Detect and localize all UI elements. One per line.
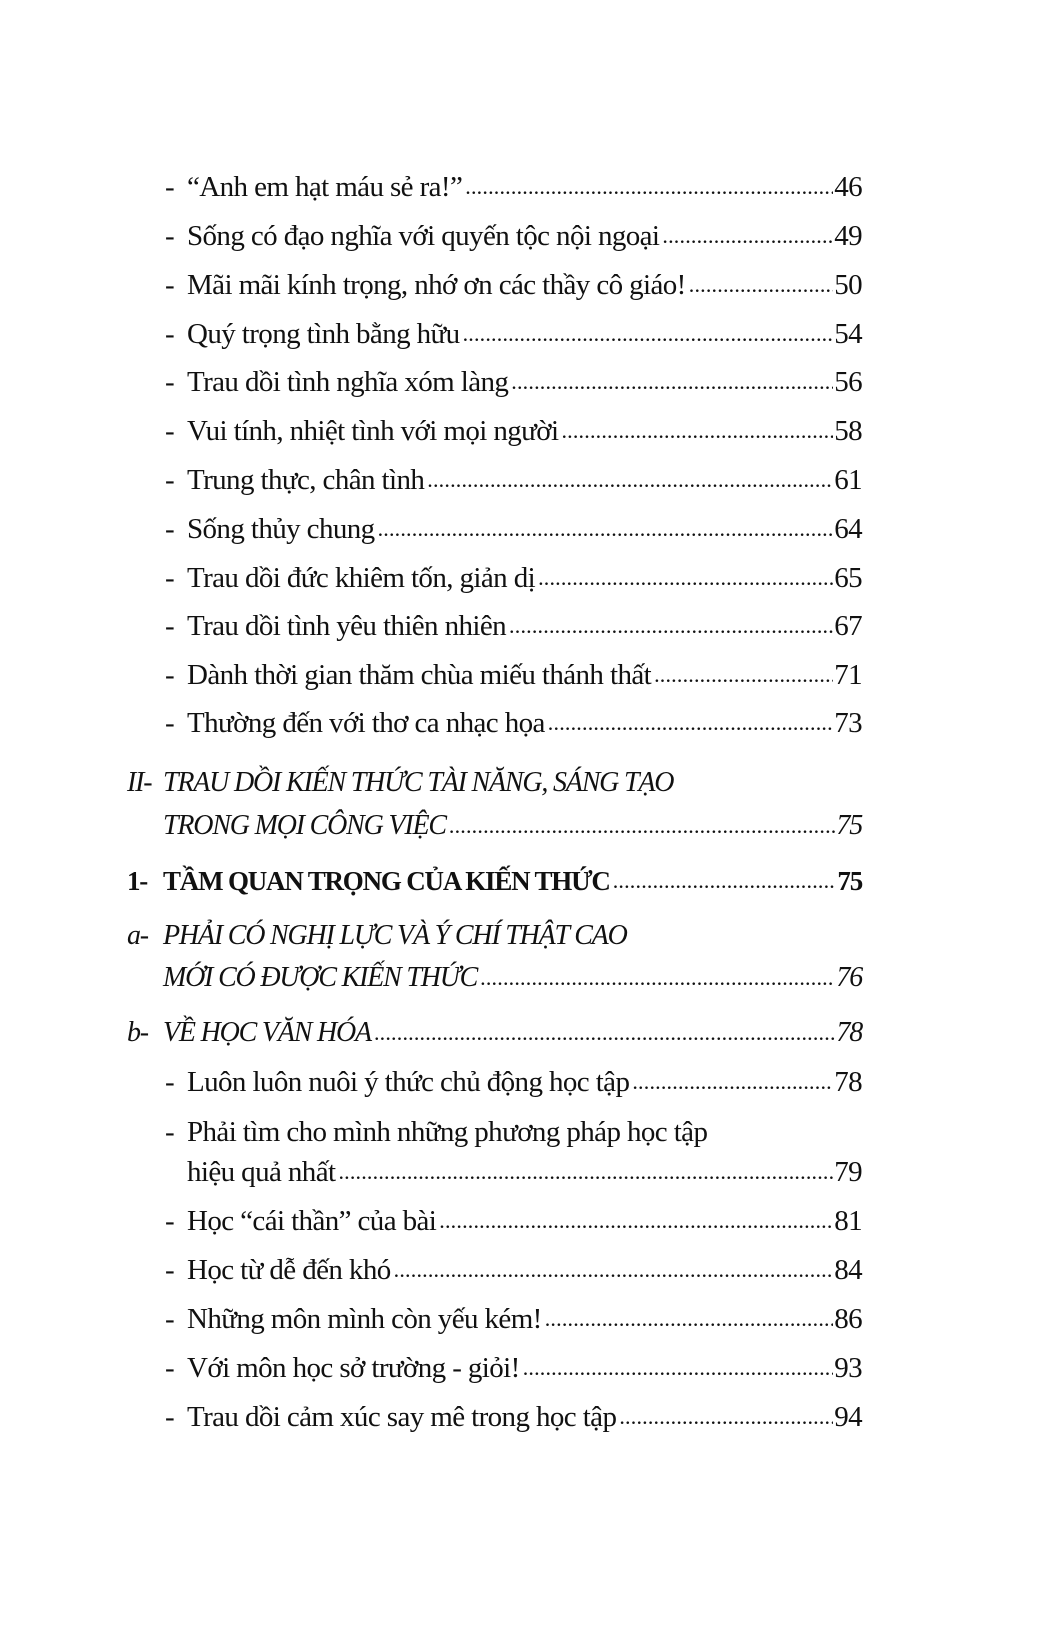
toc-entry-prefix: - xyxy=(165,1116,175,1148)
toc-entry-title: Quý trọng tình bằng hữu xyxy=(187,318,460,350)
toc-entry[interactable] xyxy=(0,1348,1040,1388)
toc-entry[interactable] xyxy=(0,1013,1040,1053)
toc-entry-title-line1: TRAU DỒI KIẾN THỨC TÀI NĂNG, SÁNG TẠO xyxy=(163,767,674,798)
toc-entry-line xyxy=(163,1013,862,1053)
toc-entry-title: “Anh em hạt máu sẻ ra!” xyxy=(187,171,463,203)
dot-leader xyxy=(509,362,833,402)
toc-entry-prefix: - xyxy=(165,1352,175,1384)
toc-entry-line xyxy=(187,655,862,695)
toc-entry[interactable] xyxy=(0,1397,1040,1437)
toc-entry-title: MỚI CÓ ĐƯỢC KIẾN THỨC xyxy=(163,962,478,993)
dot-leader xyxy=(687,265,833,305)
toc-entry[interactable] xyxy=(0,1062,1040,1102)
toc-page-number: 81 xyxy=(834,1205,862,1237)
toc-entry-line xyxy=(163,958,862,998)
toc-entry-first-line xyxy=(0,1112,1040,1152)
toc-entry-first-line xyxy=(0,763,1040,803)
toc-entry-line xyxy=(187,460,862,500)
toc-entry-prefix: - xyxy=(165,269,175,301)
dot-leader xyxy=(463,167,833,207)
toc-entry-title: Thường đến với thơ ca nhạc họa xyxy=(187,707,545,739)
toc-page-number: 86 xyxy=(834,1303,862,1335)
toc-entry-title: TẦM QUAN TRỌNG CỦA KIẾN THỨC xyxy=(163,866,610,896)
toc-entry-title: Học “cái thần” của bài xyxy=(187,1205,437,1237)
toc-entry-line xyxy=(187,703,862,743)
toc-page-number: 75 xyxy=(836,810,862,841)
toc-entry-line xyxy=(163,916,627,956)
toc-entry-prefix: 1- xyxy=(127,866,148,896)
toc-entry-prefix: - xyxy=(165,318,175,350)
toc-page-number: 50 xyxy=(834,269,862,301)
toc-entry-first-line xyxy=(0,916,1040,956)
toc-entry-line xyxy=(187,1250,862,1290)
toc-entry[interactable] xyxy=(0,1201,1040,1241)
dot-leader xyxy=(425,460,833,500)
toc-entry[interactable] xyxy=(0,655,1040,695)
toc-page-number: 64 xyxy=(834,513,862,545)
toc-entry-prefix: - xyxy=(165,513,175,545)
dot-leader xyxy=(507,606,833,646)
toc-entry[interactable] xyxy=(0,806,1040,846)
dot-leader xyxy=(536,558,833,598)
dot-leader xyxy=(336,1152,833,1192)
toc-entry[interactable] xyxy=(0,509,1040,549)
toc-entry-prefix: - xyxy=(165,464,175,496)
toc-entry-line xyxy=(187,1201,862,1241)
toc-entry-title: Vui tính, nhiệt tình với mọi người xyxy=(187,415,559,447)
toc-entry[interactable] xyxy=(0,861,1040,901)
toc-entry-prefix: - xyxy=(165,171,175,203)
toc-entry[interactable] xyxy=(0,1250,1040,1290)
toc-entry-title: Mãi mãi kính trọng, nhớ ơn các thầy cô giáo! xyxy=(187,269,686,301)
toc-entry-line xyxy=(187,509,862,549)
toc-entry-prefix: - xyxy=(165,610,175,642)
dot-leader xyxy=(437,1201,833,1241)
toc-page-number: 94 xyxy=(834,1401,862,1433)
toc-entry-line xyxy=(187,265,862,305)
toc-entry-line xyxy=(163,806,862,846)
dot-leader xyxy=(546,703,833,743)
toc-entry-title: Những môn mình còn yếu kém! xyxy=(187,1303,542,1335)
toc-entry-prefix: - xyxy=(165,1254,175,1286)
toc-entry-title: Sống có đạo nghĩa với quyến tộc nội ngoại xyxy=(187,220,660,252)
dot-leader xyxy=(652,655,833,695)
toc-entry-line xyxy=(187,362,862,402)
toc-entry-prefix: - xyxy=(165,1401,175,1433)
toc-entry-line xyxy=(187,1348,862,1388)
toc-entry-line xyxy=(187,1299,862,1339)
toc-entry[interactable] xyxy=(0,314,1040,354)
dot-leader xyxy=(376,509,834,549)
toc-page-number: 79 xyxy=(834,1156,862,1188)
toc-entry-title: hiệu quả nhất xyxy=(187,1156,336,1188)
toc-page-number: 49 xyxy=(834,220,862,252)
toc-entry-title: TRONG MỌI CÔNG VIỆC xyxy=(163,810,446,841)
toc-page-number: 84 xyxy=(834,1254,862,1286)
toc-entry[interactable] xyxy=(0,460,1040,500)
dot-leader xyxy=(392,1250,834,1290)
toc-entry-line xyxy=(187,1112,707,1152)
toc-page-number: 56 xyxy=(834,366,862,398)
toc-page-number: 93 xyxy=(834,1352,862,1384)
toc-entry-title: Học từ dễ đến khó xyxy=(187,1254,391,1286)
toc-entry-prefix: - xyxy=(165,415,175,447)
toc-page-number: 58 xyxy=(834,415,862,447)
dot-leader xyxy=(521,1348,834,1388)
dot-leader xyxy=(372,1013,835,1053)
toc-entry[interactable] xyxy=(0,1299,1040,1339)
dot-leader xyxy=(630,1062,833,1102)
toc-entry-line xyxy=(187,606,862,646)
toc-page-number: 76 xyxy=(836,962,862,993)
toc-entry-prefix: b- xyxy=(127,1017,148,1048)
toc-entry-title: Với môn học sở trường - giỏi! xyxy=(187,1352,520,1384)
toc-entry-prefix: - xyxy=(165,1303,175,1335)
toc-page-number: 46 xyxy=(834,171,862,203)
toc-entry[interactable] xyxy=(0,958,1040,998)
dot-leader xyxy=(478,958,835,998)
toc-entry-title: Dành thời gian thăm chùa miếu thánh thất xyxy=(187,659,652,691)
toc-entry[interactable] xyxy=(0,167,1040,207)
toc-entry[interactable] xyxy=(0,265,1040,305)
toc-page-number: 78 xyxy=(836,1017,862,1048)
dot-leader xyxy=(660,216,833,256)
toc-page-number: 75 xyxy=(837,866,862,896)
toc-entry[interactable] xyxy=(0,362,1040,402)
toc-page-number: 65 xyxy=(834,562,862,594)
toc-entry-line xyxy=(187,167,862,207)
toc-entry-title: Trau dồi cảm xúc say mê trong học tập xyxy=(187,1401,617,1433)
toc-entry-prefix: - xyxy=(165,707,175,739)
toc-entry-title-line1: PHẢI CÓ NGHỊ LỰC VÀ Ý CHÍ THẬT CAO xyxy=(163,920,627,951)
toc-entry-title: Sống thủy chung xyxy=(187,513,375,545)
toc-entry-title: Trau dồi tình nghĩa xóm làng xyxy=(187,366,509,398)
toc-entry-title: Trau dồi đức khiêm tốn, giản dị xyxy=(187,562,536,594)
toc-entry-line xyxy=(187,1152,862,1192)
toc-entry-line xyxy=(187,411,862,451)
toc-entry[interactable] xyxy=(0,703,1040,743)
toc-entry-line xyxy=(187,1397,862,1437)
dot-leader xyxy=(543,1299,833,1339)
toc-entry-title: VỀ HỌC VĂN HÓA xyxy=(163,1017,371,1048)
toc-entry-prefix: - xyxy=(165,659,175,691)
toc-entry-line xyxy=(187,558,862,598)
toc-entry-title-line1: Phải tìm cho mình những phương pháp học tập xyxy=(187,1116,708,1148)
toc-entry[interactable] xyxy=(0,411,1040,451)
toc-entry[interactable] xyxy=(0,1152,1040,1192)
toc-page-number: 78 xyxy=(834,1066,862,1098)
dot-leader xyxy=(617,1397,833,1437)
dot-leader xyxy=(559,411,833,451)
toc-entry[interactable] xyxy=(0,606,1040,646)
toc-entry-prefix: - xyxy=(165,1066,175,1098)
toc-page-number: 54 xyxy=(834,318,862,350)
toc-entry-title: Trau dồi tình yêu thiên nhiên xyxy=(187,610,507,642)
toc-entry-prefix: - xyxy=(165,366,175,398)
toc-entry-title: Luôn luôn nuôi ý thức chủ động học tập xyxy=(187,1066,630,1098)
toc-entry-prefix: II- xyxy=(127,767,152,798)
toc-entry-prefix: - xyxy=(165,1205,175,1237)
toc-entry-line xyxy=(163,763,673,803)
toc-page-number: 67 xyxy=(834,610,862,642)
toc-entry[interactable] xyxy=(0,216,1040,256)
toc-entry-line xyxy=(187,314,862,354)
toc-entry-line xyxy=(187,1062,862,1102)
toc-entry-prefix: - xyxy=(165,220,175,252)
toc-entry-prefix: - xyxy=(165,562,175,594)
toc-entry-prefix: a- xyxy=(127,920,148,951)
toc-page-number: 61 xyxy=(834,464,862,496)
dot-leader xyxy=(447,806,836,846)
toc-page-number: 73 xyxy=(834,707,862,739)
toc-entry-line xyxy=(187,216,862,256)
dot-leader xyxy=(611,861,837,901)
toc-entry[interactable] xyxy=(0,558,1040,598)
toc-page-number: 71 xyxy=(834,659,862,691)
toc-entry-line xyxy=(163,861,862,901)
toc-entry-title: Trung thực, chân tình xyxy=(187,464,425,496)
dot-leader xyxy=(461,314,834,354)
